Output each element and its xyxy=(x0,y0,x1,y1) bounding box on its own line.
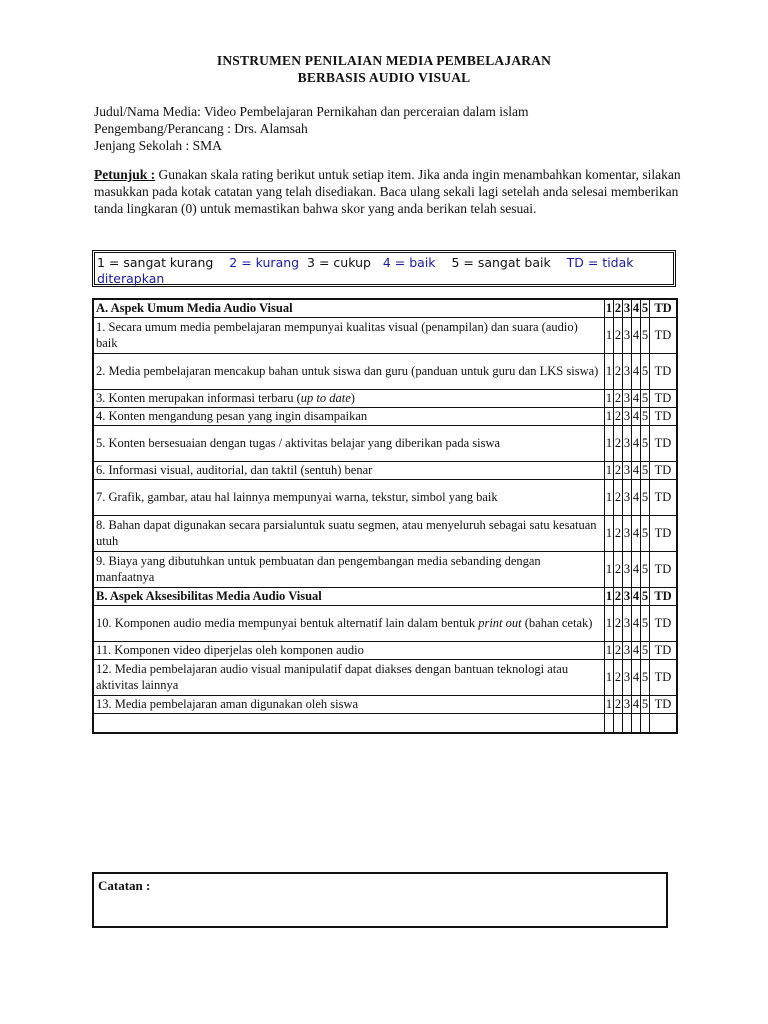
scale-cell[interactable]: 3 xyxy=(623,606,632,642)
scale-cell[interactable]: 4 xyxy=(632,552,641,588)
scale-cell[interactable]: TD xyxy=(650,354,678,390)
item-text: 8. Bahan dapat digunakan secara parsialuntuk suatu segmen, atau menyeluruh sebagai satu kesatuan utuh xyxy=(93,516,605,552)
scale-cell[interactable]: 5 xyxy=(641,299,650,318)
table-row xyxy=(93,390,677,408)
scale-cell[interactable]: TD xyxy=(650,299,678,318)
notes-label: Catatan : xyxy=(98,878,151,893)
scale-cell[interactable]: 3 xyxy=(623,696,632,714)
scale-cell[interactable]: 2 xyxy=(614,516,623,552)
scale-cell[interactable]: 4 xyxy=(632,426,641,462)
scale-cell[interactable]: TD xyxy=(650,516,678,552)
table-row xyxy=(93,354,677,390)
scale-cell[interactable]: 5 xyxy=(641,480,650,516)
document-title-line2: BERBASIS AUDIO VISUAL xyxy=(297,70,471,85)
table-row xyxy=(93,480,677,516)
item-text: 2. Media pembelajaran mencakup bahan untuk siswa dan guru (panduan untuk guru dan LKS siswa) xyxy=(93,354,605,390)
scale-cell[interactable]: 1 xyxy=(605,462,614,480)
scale-cell[interactable]: 2 xyxy=(614,299,623,318)
scale-cell[interactable]: TD xyxy=(650,552,678,588)
scale-cell[interactable]: 4 xyxy=(632,660,641,696)
scale-cell[interactable]: 3 xyxy=(623,642,632,660)
scale-cell[interactable]: TD xyxy=(650,480,678,516)
empty-cell[interactable] xyxy=(93,714,605,734)
section-a-header xyxy=(93,299,677,318)
scale-cell[interactable]: 3 xyxy=(623,354,632,390)
section-a-title: A. Aspek Umum Media Audio Visual xyxy=(93,299,605,318)
empty-cell xyxy=(650,714,678,734)
scale-cell[interactable]: 1 xyxy=(605,408,614,426)
scale-cell[interactable]: 5 xyxy=(641,696,650,714)
item-3-italic: up to date xyxy=(300,390,351,405)
scale-cell[interactable]: TD xyxy=(650,318,678,354)
item-text: 13. Media pembelajaran aman digunakan oleh siswa xyxy=(93,696,605,714)
scale-cell[interactable]: 3 xyxy=(623,552,632,588)
scale-cell[interactable]: 4 xyxy=(632,480,641,516)
scale-cell[interactable]: 1 xyxy=(605,660,614,696)
item-text: 11. Komponen video diperjelas oleh komponen audio xyxy=(93,642,605,660)
scale-cell[interactable]: 2 xyxy=(614,642,623,660)
scale-cell[interactable]: 4 xyxy=(632,408,641,426)
table-row-empty xyxy=(93,714,677,734)
scale-cell[interactable]: 1 xyxy=(605,480,614,516)
scale-cell[interactable]: 3 xyxy=(623,462,632,480)
developer: Pengembang/Perancang : Drs. Alamsah xyxy=(94,121,308,136)
scale-cell[interactable]: 1 xyxy=(605,426,614,462)
scale-cell[interactable]: 5 xyxy=(641,660,650,696)
scale-cell[interactable]: 2 xyxy=(614,462,623,480)
item-10-post: (bahan cetak) xyxy=(521,615,593,630)
scale-cell[interactable]: 2 xyxy=(614,480,623,516)
scale-cell[interactable]: TD xyxy=(650,606,678,642)
scale-cell[interactable]: 3 xyxy=(623,408,632,426)
scale-cell[interactable]: 1 xyxy=(605,516,614,552)
empty-cell xyxy=(632,714,641,734)
scale-cell[interactable]: 1 xyxy=(605,299,614,318)
school-level: Jenjang Sekolah : SMA xyxy=(94,138,222,153)
instructions-label: Petunjuk : xyxy=(94,167,156,182)
scale-cell[interactable]: 3 xyxy=(623,299,632,318)
scale-cell[interactable]: 5 xyxy=(641,354,650,390)
table-row xyxy=(93,516,677,552)
scale-cell[interactable]: 3 xyxy=(623,480,632,516)
scale-cell[interactable]: 5 xyxy=(641,318,650,354)
item-3-text: 3. Konten merupakan informasi terbaru ( xyxy=(96,390,301,405)
scale-cell[interactable]: 4 xyxy=(632,318,641,354)
scale-cell[interactable]: 2 xyxy=(614,408,623,426)
table-row xyxy=(93,642,677,660)
item-text: 4. Konten mengandung pesan yang ingin disampaikan xyxy=(93,408,605,426)
scale-cell[interactable]: 5 xyxy=(641,642,650,660)
table-row xyxy=(93,552,677,588)
scale-cell[interactable]: 5 xyxy=(641,516,650,552)
scale-cell[interactable]: TD xyxy=(650,408,678,426)
scale-cell[interactable]: 3 xyxy=(623,318,632,354)
table-row xyxy=(93,660,677,696)
scale-cell[interactable]: 2 xyxy=(614,588,623,606)
scale-cell[interactable]: TD xyxy=(650,642,678,660)
scale-cell[interactable]: 3 xyxy=(623,426,632,462)
item-text xyxy=(93,606,605,642)
table-row xyxy=(93,408,677,426)
scale-cell[interactable]: 2 xyxy=(614,660,623,696)
scale-cell[interactable]: TD xyxy=(650,462,678,480)
item-text: 7. Grafik, gambar, atau hal lainnya mempunyai warna, tekstur, simbol yang baik xyxy=(93,480,605,516)
scale-cell[interactable]: 3 xyxy=(623,588,632,606)
scale-cell[interactable]: 4 xyxy=(632,588,641,606)
item-text xyxy=(93,390,605,408)
scale-cell[interactable]: 1 xyxy=(605,390,614,408)
scale-cell[interactable]: 2 xyxy=(614,552,623,588)
scale-cell[interactable]: 3 xyxy=(623,390,632,408)
item-text: 9. Biaya yang dibutuhkan untuk pembuatan dan pengembangan media sebanding dengan manfaatnya xyxy=(93,552,605,588)
scale-cell[interactable]: 2 xyxy=(614,426,623,462)
scale-cell[interactable]: 4 xyxy=(632,642,641,660)
scale-cell[interactable]: 1 xyxy=(605,588,614,606)
scale-cell[interactable]: 5 xyxy=(641,552,650,588)
scale-cell[interactable]: 1 xyxy=(605,696,614,714)
scale-cell[interactable]: TD xyxy=(650,696,678,714)
scale-cell[interactable]: 5 xyxy=(641,426,650,462)
media-title: Judul/Nama Media: Video Pembelajaran Pernikahan dan perceraian dalam islam xyxy=(94,104,529,119)
item-10-italic: print out xyxy=(478,615,522,630)
scale-cell[interactable]: 2 xyxy=(614,354,623,390)
item-text: 5. Konten bersesuaian dengan tugas / aktivitas belajar yang diberikan pada siswa xyxy=(93,426,605,462)
scale-cell[interactable]: 4 xyxy=(632,606,641,642)
scale-cell[interactable]: 4 xyxy=(632,696,641,714)
table-row xyxy=(93,606,677,642)
scale-cell[interactable]: TD xyxy=(650,426,678,462)
scale-cell[interactable]: 2 xyxy=(614,606,623,642)
item-text: 6. Informasi visual, auditorial, dan taktil (sentuh) benar xyxy=(93,462,605,480)
section-b-header xyxy=(93,588,677,606)
scale-cell[interactable]: 2 xyxy=(614,696,623,714)
instructions-text: Gunakan skala rating berikut untuk setiap item. Jika anda ingin menambahkan komentar, silakan masukkan pada kotak catatan yang telah disediakan. Baca ulang sekali lagi setelah anda selesai memberikan tanda lingkaran (0) untuk memastikan bahwa skor yang anda berikan telah sesuai. xyxy=(94,167,681,216)
scale-cell[interactable]: 2 xyxy=(614,318,623,354)
scale-cell[interactable]: 3 xyxy=(623,516,632,552)
scale-cell[interactable]: 1 xyxy=(605,642,614,660)
scale-cell[interactable]: 5 xyxy=(641,606,650,642)
item-3-close: ) xyxy=(350,390,355,405)
scale-cell[interactable]: 1 xyxy=(605,354,614,390)
scale-cell[interactable]: TD xyxy=(650,588,678,606)
scale-4: 4 = baik xyxy=(382,255,436,270)
scale-cell[interactable]: 4 xyxy=(632,462,641,480)
table-row xyxy=(93,462,677,480)
empty-cell xyxy=(623,714,632,734)
empty-cell xyxy=(605,714,614,734)
scale-td: TD = tidak diterapkan xyxy=(97,255,634,286)
scale-2: 2 = kurang xyxy=(229,255,300,270)
scale-cell[interactable]: 4 xyxy=(632,390,641,408)
scale-5: 5 = sangat baik xyxy=(451,255,551,270)
scale-cell[interactable]: 4 xyxy=(632,354,641,390)
scale-cell[interactable]: 1 xyxy=(605,318,614,354)
scale-cell[interactable]: 4 xyxy=(632,299,641,318)
item-text: 1. Secara umum media pembelajaran mempunyai kualitas visual (penampilan) dan suara (audio) baik xyxy=(93,318,605,354)
notes-box[interactable] xyxy=(92,872,668,928)
empty-cell xyxy=(641,714,650,734)
scale-cell[interactable]: 3 xyxy=(623,660,632,696)
empty-cell xyxy=(614,714,623,734)
scale-cell[interactable]: 2 xyxy=(614,390,623,408)
item-text: 12. Media pembelajaran audio visual manipulatif dapat diakses dengan bantuan teknologi atau aktivitas lainnya xyxy=(93,660,605,696)
table-row xyxy=(93,318,677,354)
scale-cell[interactable]: TD xyxy=(650,390,678,408)
scale-cell[interactable]: 5 xyxy=(641,588,650,606)
instructions xyxy=(94,166,684,217)
rating-table xyxy=(92,298,678,734)
item-10-text: 10. Komponen audio media mempunyai bentuk alternatif lain dalam bentuk xyxy=(96,615,479,630)
section-b-title: B. Aspek Aksesibilitas Media Audio Visual xyxy=(93,588,605,606)
scale-cell[interactable]: 5 xyxy=(641,408,650,426)
scale-1: 1 = sangat kurang xyxy=(97,255,214,270)
table-row xyxy=(93,696,677,714)
scale-cell[interactable]: 4 xyxy=(632,516,641,552)
rating-scale-legend xyxy=(92,250,676,287)
scale-3: 3 = cukup xyxy=(307,255,371,270)
scale-cell[interactable]: 1 xyxy=(605,606,614,642)
scale-cell[interactable]: 1 xyxy=(605,552,614,588)
scale-cell[interactable]: TD xyxy=(650,660,678,696)
table-row xyxy=(93,426,677,462)
document-title-line1: INSTRUMEN PENILAIAN MEDIA PEMBELAJARAN xyxy=(216,53,552,68)
scale-cell[interactable]: 5 xyxy=(641,462,650,480)
scale-cell[interactable]: 5 xyxy=(641,390,650,408)
